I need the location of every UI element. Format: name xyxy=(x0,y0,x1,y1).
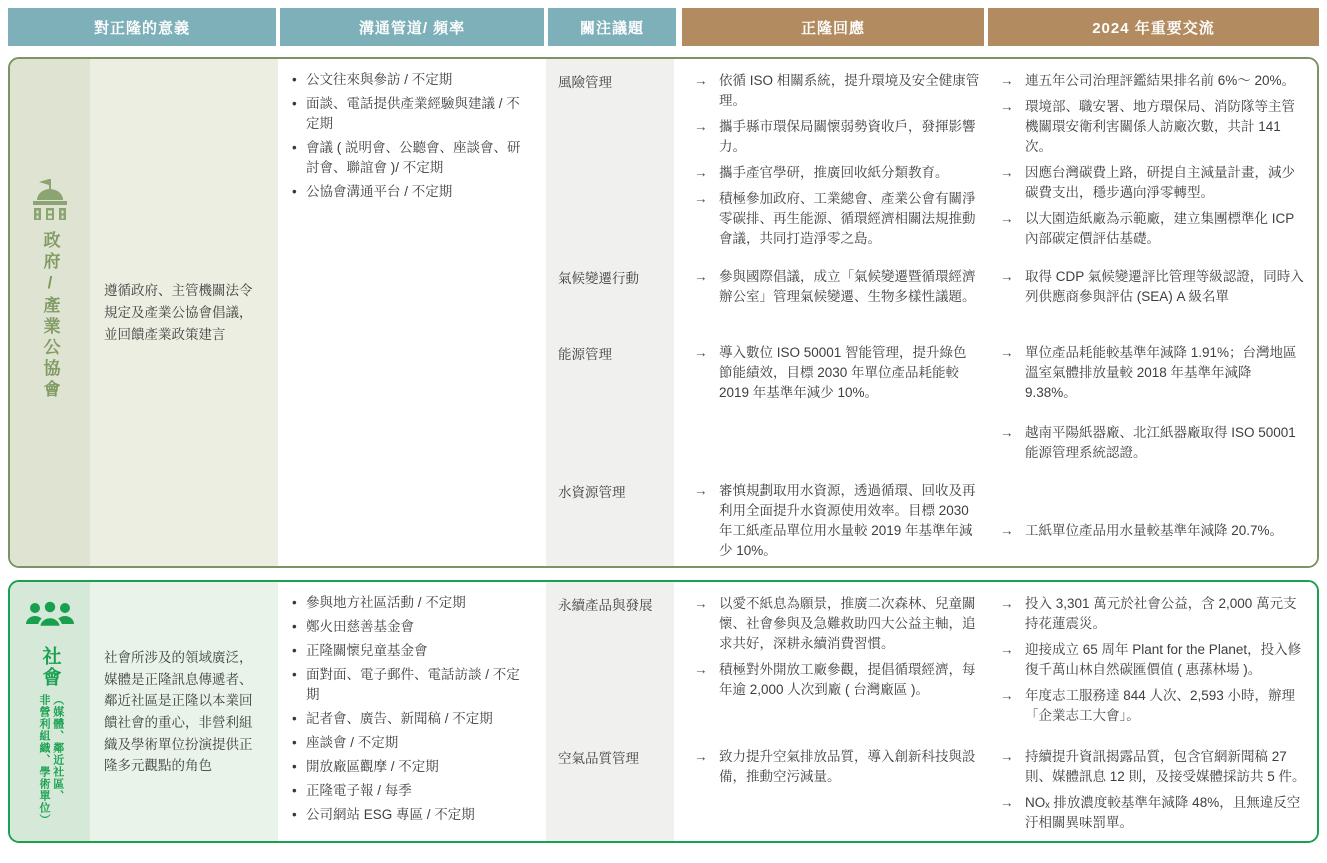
exchange-list xyxy=(1000,521,1307,541)
topic-label: 氣候變遷行動 xyxy=(558,270,639,286)
topics-response-exchange-grid-society xyxy=(546,582,1317,841)
response-cell xyxy=(678,582,984,734)
list-item: → 投入 3,301 萬元於社會公益，含 2,000 萬元支持花蓮震災。 xyxy=(1000,594,1307,634)
list-item: → 迎接成立 65 周年 Plant for the Planet，投入修復千萬山林自然碳匯價值 ( 惠蓀林場 )。 xyxy=(1000,640,1307,680)
exchange-list xyxy=(1000,747,1307,833)
exchange-list xyxy=(1000,594,1307,726)
list-item: → 攜手產官學研，推廣回收紙分類教育。 xyxy=(694,163,980,183)
list-item: • 公協會溝通平台 / 不定期 xyxy=(290,182,532,202)
government-building-icon xyxy=(26,177,74,223)
topic-label: 能源管理 xyxy=(558,346,612,362)
channels-list-government xyxy=(290,70,532,202)
channels-column-society xyxy=(278,582,542,841)
topic-label: 風險管理 xyxy=(558,75,612,90)
list-item: • 面談、電話提供產業經驗與建議 / 不定期 xyxy=(290,94,532,134)
topic-label: 永續產品與發展 xyxy=(558,598,653,614)
response-list xyxy=(694,481,980,561)
list-item: • 正隆電子報 / 每季 xyxy=(290,781,532,801)
list-item: • 開放廠區觀摩 / 不定期 xyxy=(290,757,532,777)
people-group-icon xyxy=(24,598,76,638)
entity-subtitle-line: 非營利組織、學術單位） xyxy=(38,694,50,827)
response-cell xyxy=(678,331,984,469)
channels-column-government xyxy=(278,59,542,566)
response-list xyxy=(694,267,980,307)
list-item: → 工紙單位產品用水量較基準年減降 20.7%。 xyxy=(1000,521,1307,541)
exchange-cell xyxy=(984,331,1317,469)
response-cell xyxy=(678,255,984,331)
topic-label: 水資源管理 xyxy=(558,484,626,500)
list-item: • 參與地方社區活動 / 不定期 xyxy=(290,593,532,613)
response-list xyxy=(694,71,980,249)
header-response: 正隆回應 xyxy=(682,8,984,46)
exchange-cell xyxy=(984,469,1317,567)
header-2024-exchanges: 2024 年重要交流 xyxy=(988,8,1319,46)
list-item: → 依循 ISO 相關系統，提升環境及安全健康管理。 xyxy=(694,71,980,111)
list-item: → 連五年公司治理評鑑結果排名前 6%～ 20%。 xyxy=(1000,71,1307,91)
response-cell xyxy=(678,735,984,842)
table-header-row xyxy=(8,8,1319,46)
exchange-cell xyxy=(984,582,1317,734)
list-item: → 審慎規劃取用水資源，透過循環、回收及再利用全面提升水資源使用效率。目標 2030 年工紙產品單位用水量較 2019 年基準年減少 10%。 xyxy=(694,481,980,561)
list-item: → 持續提升資訊揭露品質，包含官網新聞稿 27 則、媒體訊息 12 則，及接受媒體採訪共 5 件。 xyxy=(1000,747,1307,787)
list-item: → 導入數位 ISO 50001 智能管理，提升綠色節能績效，目標 2030 年單位產品耗能較 2019 年基準年減少 10%。 xyxy=(694,343,980,403)
list-item: → 致力提升空氣排放品質，導入創新科技與設備，推動空污減量。 xyxy=(694,747,980,787)
list-item: • 面對面、電子郵件、電話訪談 / 不定期 xyxy=(290,665,532,705)
entity-subtitle-society xyxy=(36,694,64,826)
stakeholder-row-society xyxy=(8,580,1319,843)
entity-subtitle-line: （媒體、鄰近社區、 xyxy=(51,694,64,803)
list-item: • 正隆關懷兒童基金會 xyxy=(290,641,532,661)
exchange-cell xyxy=(984,59,1317,255)
response-cell xyxy=(678,469,984,567)
list-item: → 單位產品耗能較基準年減降 1.91%；台灣地區溫室氣體排放量較 2018 年基準年減降 9.38%。 xyxy=(1000,343,1307,403)
list-item: • 鄭火田慈善基金會 xyxy=(290,617,532,637)
topics-response-exchange-grid-government xyxy=(546,59,1317,566)
list-item: → 年度志工服務達 844 人次、2,593 小時，辦理「企業志工大會」。 xyxy=(1000,686,1307,726)
stakeholder-row-government xyxy=(8,57,1319,568)
entity-strip-government xyxy=(10,59,90,566)
exchange-list xyxy=(1000,71,1307,249)
exchange-list xyxy=(1000,343,1307,463)
list-item: → 取得 CDP 氣候變遷評比管理等級認證，同時入列供應商參與評估 (SEA) A 級名單 xyxy=(1000,267,1307,307)
response-list xyxy=(694,594,980,700)
list-item: → 以大園造紙廠為示範廠，建立集團標準化 ICP 內部碳定價評估基礎。 xyxy=(1000,209,1307,249)
list-item: • 公司網站 ESG 專區 / 不定期 xyxy=(290,805,532,825)
exchange-cell xyxy=(984,255,1317,331)
response-list xyxy=(694,747,980,787)
list-item: • 記者會、廣告、新聞稿 / 不定期 xyxy=(290,709,532,729)
list-item: → 環境部、職安署、地方環保局、消防隊等主管機關環安衛利害關係人訪廠次數，共計 141 次。 xyxy=(1000,97,1307,157)
header-channels: 溝通管道/ 頻率 xyxy=(280,8,544,46)
header-meaning: 對正隆的意義 xyxy=(8,8,276,46)
response-cell xyxy=(678,59,984,255)
channels-list-society xyxy=(290,593,532,825)
list-item: • 座談會 / 不定期 xyxy=(290,733,532,753)
response-list xyxy=(694,343,980,403)
exchange-list xyxy=(1000,267,1307,307)
list-item: • 會議 ( 説明會、公聽會、座談會、研討會、聯誼會 )/ 不定期 xyxy=(290,138,532,178)
list-item: → 越南平陽紙器廠、北江紙器廠取得 ISO 50001 能源管理系統認證。 xyxy=(1000,423,1307,463)
list-item: → 積極對外開放工廠參觀，提倡循環經濟，每年逾 2,000 人次到廠 ( 台灣廠區 )。 xyxy=(694,660,980,700)
list-item: → NOₓ 排放濃度較基準年減降 48%，且無違反空汙相關異味罰單。 xyxy=(1000,793,1307,833)
list-item: → 因應台灣碳費上路，研提自主減量計畫，減少碳費支出，穩步邁向淨零轉型。 xyxy=(1000,163,1307,203)
meaning-text-society: 社會所涉及的領域廣泛，媒體是正隆訊息傳遞者、鄰近社區是正隆以本業回饋社會的重心，非營利組織及學術單位扮演提供正隆多元觀點的角色 xyxy=(90,582,278,841)
meaning-text-government: 遵循政府、主管機關法令規定及產業公協會倡議，並回饋產業政策建言 xyxy=(90,59,278,566)
list-item: → 以愛不紙息為願景，推廣二次森林、兒童關懷、社會參與及急難救助四大公益主軸，追求共好，深耕永續消費習慣。 xyxy=(694,594,980,654)
list-item: • 公文往來與參訪 / 不定期 xyxy=(290,70,532,90)
list-item: → 攜手縣市環保局關懷弱勢資收戶，發揮影響力。 xyxy=(694,117,980,157)
header-topics: 關注議題 xyxy=(548,8,676,46)
entity-title-government: 政府/產業公協會 xyxy=(40,231,60,401)
entity-title-society: 社會 xyxy=(39,646,61,689)
topic-label: 空氣品質管理 xyxy=(558,750,639,766)
exchange-cell xyxy=(984,735,1317,842)
list-item: → 參與國際倡議，成立「氣候變遷暨循環經濟辦公室」管理氣候變遷、生物多樣性議題。 xyxy=(694,267,980,307)
list-item: → 積極參加政府、工業總會、產業公會有關淨零碳排、再生能源、循環經濟相關法規推動會議，共同打造淨零之島。 xyxy=(694,189,980,249)
entity-strip-society xyxy=(10,582,90,841)
